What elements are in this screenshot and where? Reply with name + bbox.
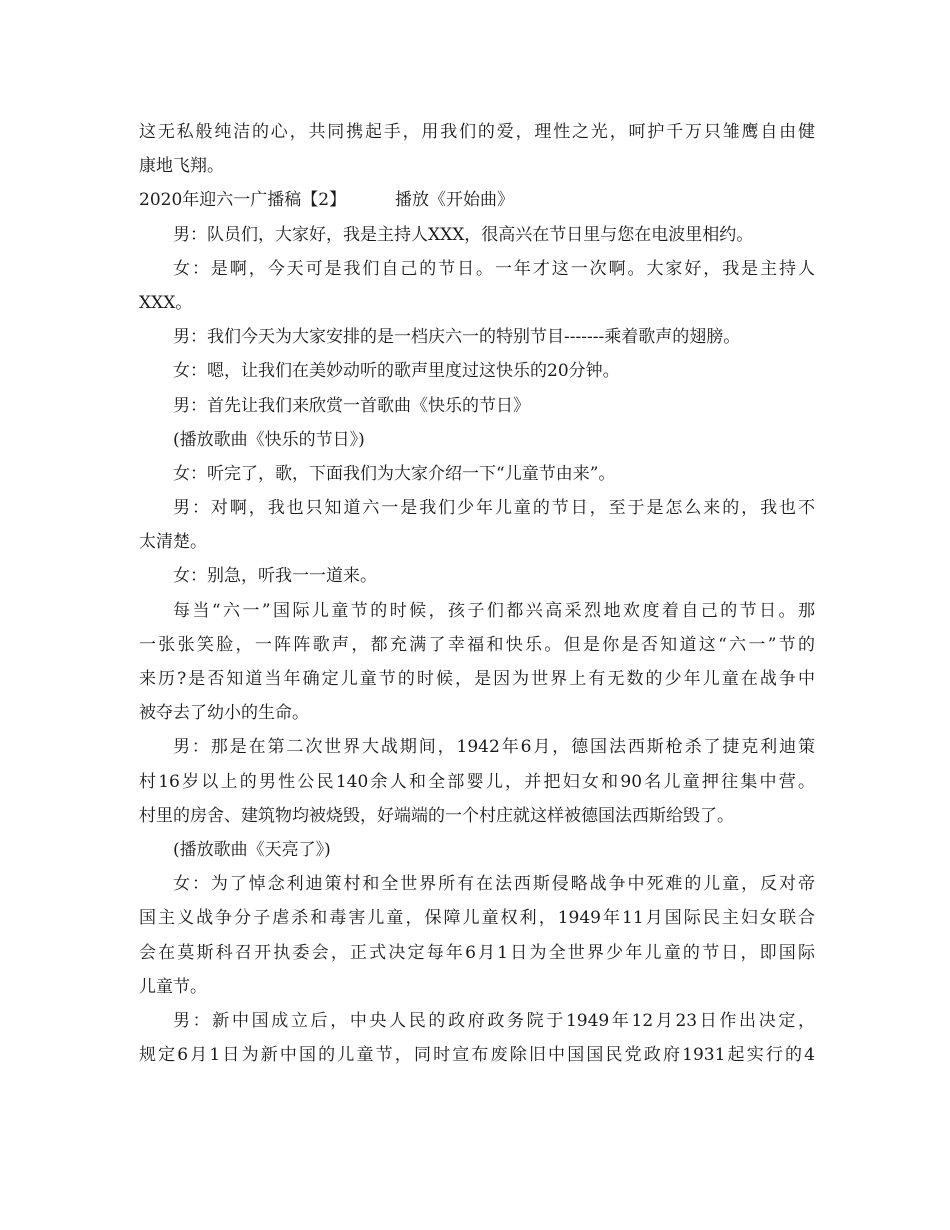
text-line: 康地飞翔。 — [139, 156, 224, 177]
text-line: 每当“六一”国际儿童节的时候，孩子们都兴高采烈地欢度着自己的节日。那 — [173, 600, 815, 621]
text-line: 男：队员们，大家好，我是主持人XXX，很高兴在节日里与您在电波里相约。 — [173, 224, 754, 245]
text-line: 男：对啊，我也只知道六一是我们少年儿童的节日，至于是怎么来的，我也不 — [173, 498, 815, 519]
text-line: 女：是啊，今天可是我们自己的节日。一年才这一次啊。大家好，我是主持人 — [173, 258, 815, 279]
text-line: 国主义战争分子虐杀和毒害儿童，保障儿童权利，1949年11月国际民主妇女联合 — [139, 908, 815, 929]
text-line: 男：新中国成立后，中央人民的政府政务院于1949年12月23日作出决定， — [173, 1010, 815, 1031]
text-line: 来历?是否知道当年确定儿童节的时候，是因为世界上有无数的少年儿童在战争中 — [139, 669, 815, 689]
text-line: 女：为了悼念利迪策村和全世界所有在法西斯侵略战争中死难的儿童，反对帝 — [173, 874, 815, 895]
text-line: 会在莫斯科召开执委会，正式决定每年6月1日为全世界少年儿童的节日，即国际 — [139, 942, 815, 963]
text-line: 男：首先让我们来欣赏一首歌曲《快乐的节日》 — [173, 395, 530, 416]
section-title: 2020年迎六一广播稿【2】 — [139, 190, 347, 211]
text-line: (播放歌曲《天亮了》) — [173, 839, 331, 860]
text-line: 儿童节。 — [139, 976, 207, 997]
document-body — [139, 115, 815, 1072]
text-line: 被夺去了幼小的生命。 — [139, 703, 309, 724]
text-line: 男：我们今天为大家安排的是一档庆六一的特别节目-------乘着歌声的翅膀。 — [173, 327, 741, 348]
text-line: 村里的房舍、建筑物均被烧毁，好端端的一个村庄就这样被德国法西斯给毁了。 — [139, 805, 734, 826]
text-line: 太清楚。 — [139, 532, 207, 553]
text-line: 女：听完了，歌，下面我们为大家介绍一下“儿童节由来”。 — [173, 463, 616, 484]
text-line: 男：那是在第二次世界大战期间，1942年6月，德国法西斯枪杀了捷克利迪策 — [173, 737, 815, 758]
music-cue: 播放《开始曲》 — [395, 190, 514, 211]
text-line: 一张张笑脸，一阵阵歌声，都充满了幸福和快乐。但是你是否知道这“六一”节的 — [139, 634, 815, 655]
text-line: (播放歌曲《快乐的节日》) — [173, 429, 365, 450]
text-line: 女：嗯，让我们在美妙动听的歌声里度过这快乐的20分钟。 — [173, 361, 620, 382]
section-heading — [139, 183, 815, 217]
text-line: 规定6月1日为新中国的儿童节，同时宣布废除旧中国国民党政府1931起实行的4 — [139, 1045, 815, 1066]
text-line: 女：别急，听我一一道来。 — [173, 566, 377, 587]
text-line: 村16岁以上的男性公民140余人和全部婴儿，并把妇女和90名儿童押往集中营。 — [139, 771, 815, 792]
text-line: 这无私般纯洁的心，共同携起手，用我们的爱，理性之光，呵护千万只雏鹰自由健 — [139, 122, 815, 142]
text-line: XXX。 — [139, 292, 193, 313]
